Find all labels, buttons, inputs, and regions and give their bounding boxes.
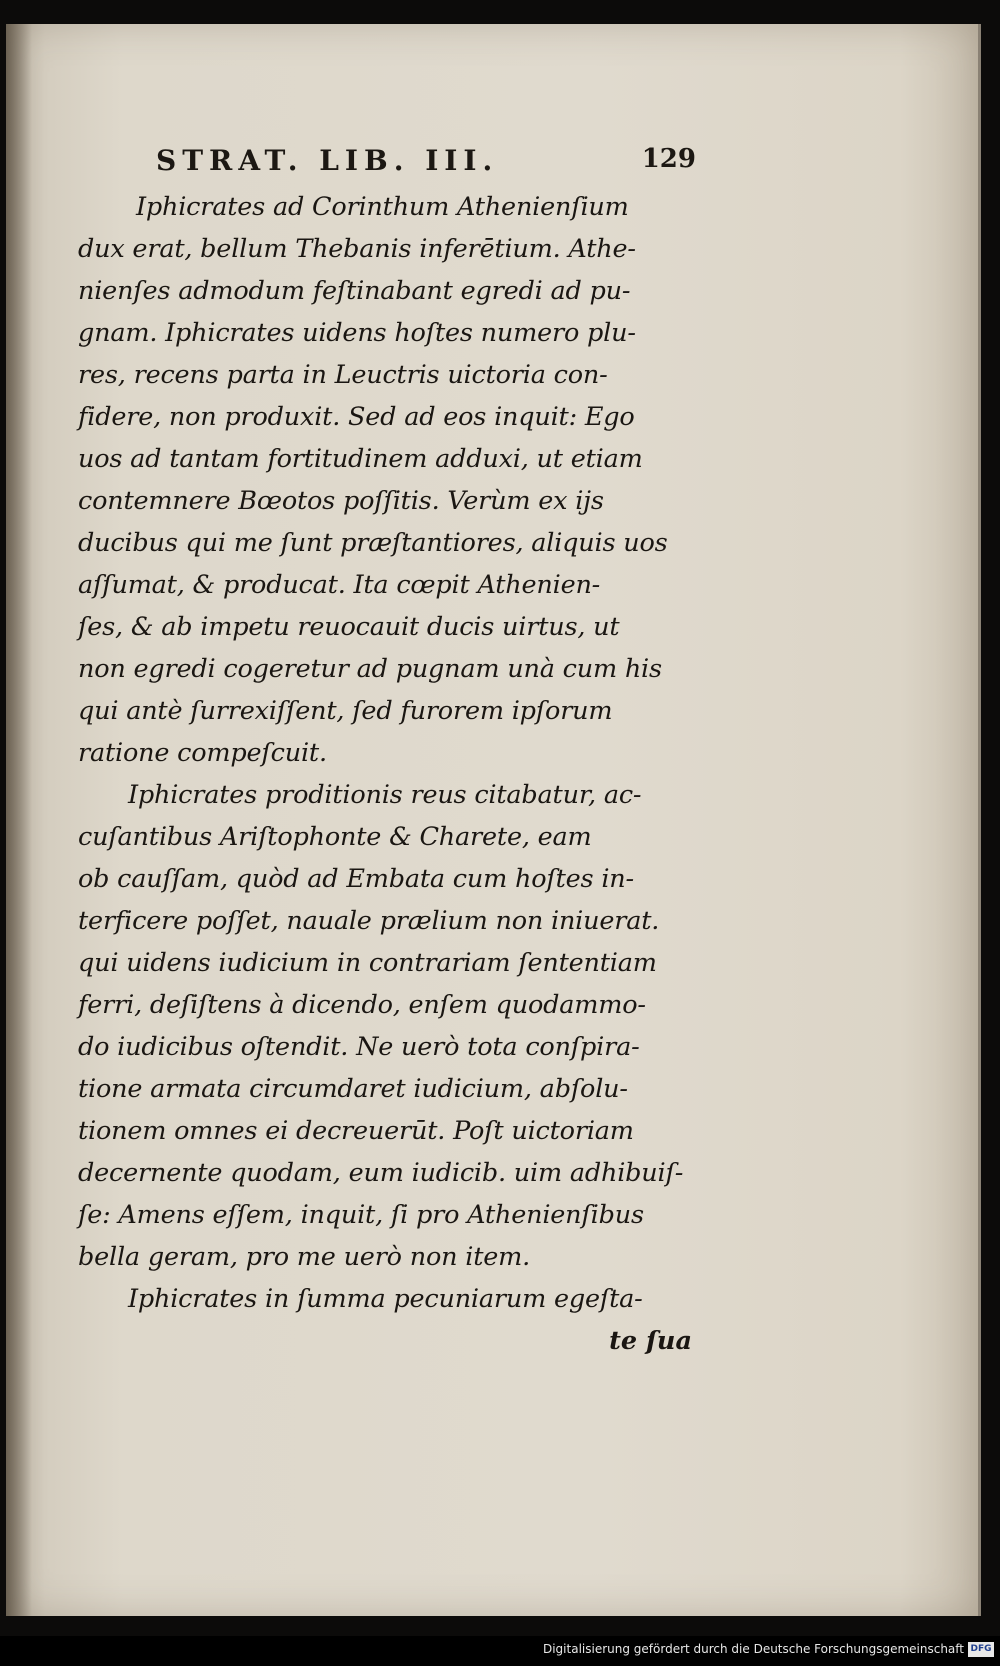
text-line: uos ad tantam fortitudinem adduxi, ut etiam	[78, 444, 643, 474]
text-line: ferri, deſiſtens à dicendo, enſem quodammo-	[78, 990, 646, 1020]
text-line: qui uidens iudicium in contrariam ſententiam	[78, 948, 657, 978]
text-line: tione armata circumdaret iudicium, abſolu-	[78, 1074, 628, 1104]
text-line: do iudicibus oſtendit. Ne uerò tota conſpira-	[78, 1032, 640, 1062]
text-line: ob cauſſam, quòd ad Embata cum hoſtes in-	[78, 864, 634, 894]
text-line: ratione compeſcuit.	[78, 738, 327, 768]
text-line: non egredi cogeretur ad pugnam unà cum his	[78, 654, 662, 684]
text-line: Iphicrates proditionis reus citabatur, ac-	[128, 780, 642, 810]
text-line: aſſumat, & producat. Ita cœpit Athenien-	[78, 570, 601, 600]
footer-bar	[0, 1636, 1000, 1666]
text-line: contemnere Bœotos poſſitis. Verùm ex ijs	[78, 486, 604, 516]
page-number: 129	[641, 144, 696, 174]
book-page	[6, 24, 981, 1616]
text-line: res, recens parta in Leuctris uictoria con-	[78, 360, 608, 390]
text-line: terficere poſſet, nauale prælium non iniuerat.	[78, 906, 660, 936]
running-head	[156, 124, 696, 184]
running-title: STRAT. LIB. III.	[156, 144, 499, 177]
text-line: ſe: Amens eſſem, inquit, ſi pro Athenienſibus	[78, 1200, 644, 1230]
text-line: ſes, & ab impetu reuocauit ducis uirtus, ut	[78, 612, 620, 642]
text-line: decernente quodam, eum iudicib. uim adhibuiſ-	[78, 1158, 684, 1188]
text-line: ducibus qui me ſunt præſtantiores, aliquis uos	[78, 528, 668, 558]
text-line: cuſantibus Ariſtophonte & Charete, eam	[78, 822, 592, 852]
text-line: Iphicrates ad Corinthum Athenienſium	[136, 192, 629, 222]
funding-credit: Digitalisierung gefördert durch die Deutsche Forschungsgemeinschaft	[542, 1642, 964, 1656]
text-line: Iphicrates in ſumma pecuniarum egeſta-	[128, 1284, 643, 1314]
text-line: fidere, non produxit. Sed ad eos inquit: Ego	[78, 402, 635, 432]
page-gutter	[6, 24, 32, 1616]
dfg-logo-icon: DFG	[968, 1642, 994, 1657]
text-line: bella geram, pro me uerò non item.	[78, 1242, 531, 1272]
text-line: nienſes admodum feſtinabant egredi ad pu-	[78, 276, 631, 306]
text-line: gnam. Iphicrates uidens hoſtes numero plu-	[78, 318, 636, 348]
catchword: te ſua	[609, 1326, 692, 1356]
text-line: qui antè ſurrexiſſent, ſed furorem ipſorum	[78, 696, 613, 726]
text-line: tionem omnes ei decreuerūt. Poſt uictoriam	[78, 1116, 634, 1146]
text-line: dux erat, bellum Thebanis inferētium. Athe-	[78, 234, 636, 264]
body-text	[78, 186, 698, 1362]
